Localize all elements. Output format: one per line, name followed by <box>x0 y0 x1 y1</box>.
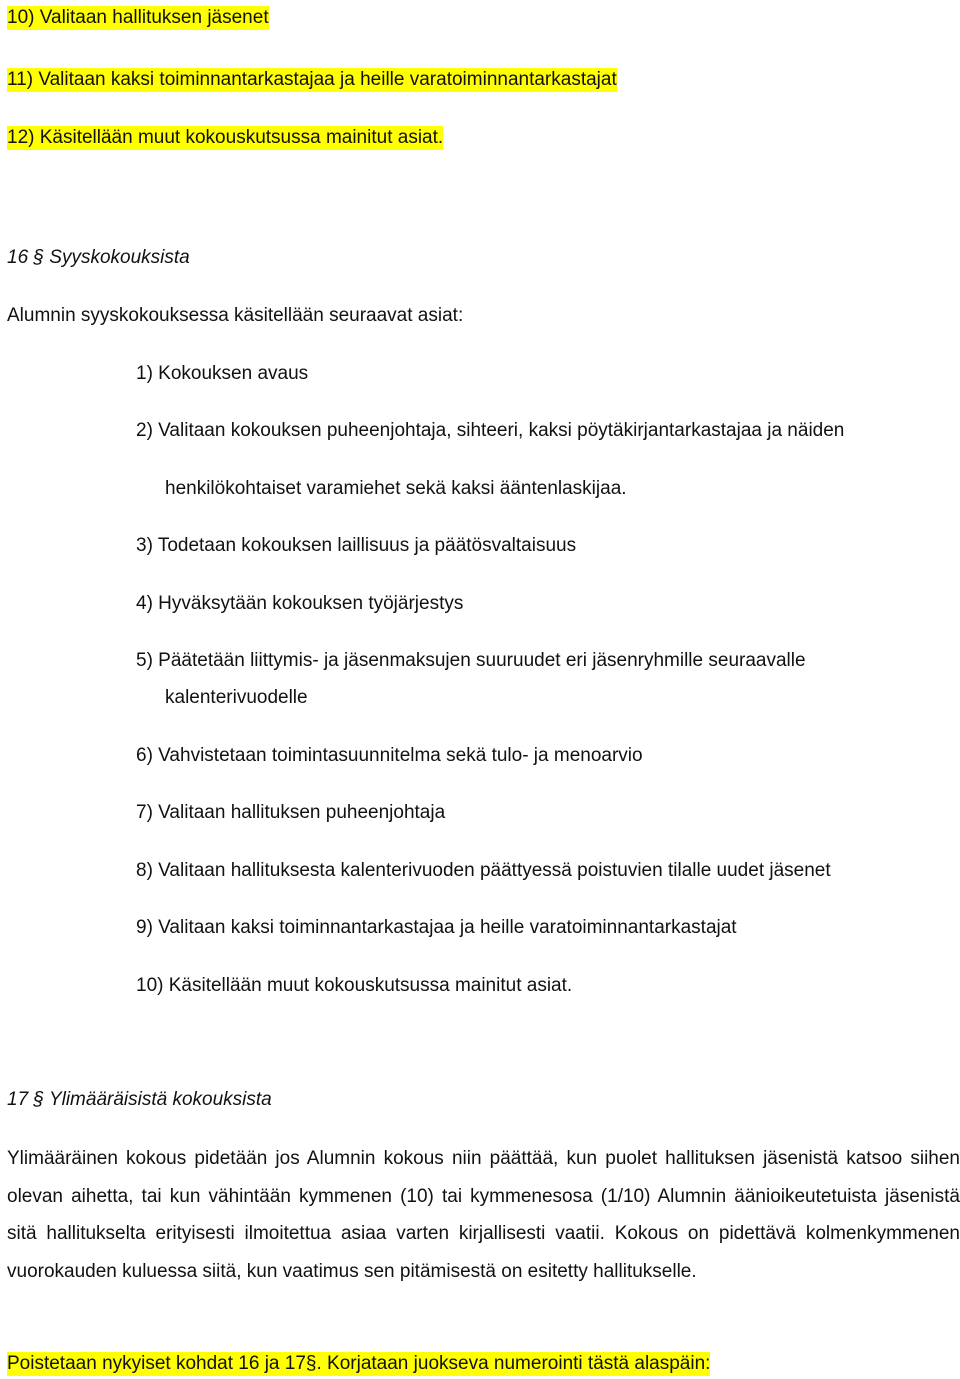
list-item: 4) Hyväksytään kokouksen työjärjestys <box>136 593 464 614</box>
section-symbol: § <box>33 247 44 268</box>
list-item: 6) Vahvistetaan toimintasuunnitelma sekä tulo- ja menoarvio <box>136 745 643 766</box>
section-symbol: § <box>33 1089 44 1110</box>
list-item: 9) Valitaan kaksi toiminnantarkastajaa ja heille varatoiminnantarkastajat <box>136 917 737 938</box>
section16-intro: Alumnin syyskokouksessa käsitellään seuraavat asiat: <box>7 305 464 326</box>
footer-note: Poistetaan nykyiset kohdat 16 ja 17§. Korjataan juokseva numerointi tästä alaspäin: <box>7 1353 711 1374</box>
section16-heading-title: Syyskokouksista <box>49 247 190 268</box>
list-item-continuation: kalenterivuodelle <box>165 687 308 708</box>
section17-paragraph: Ylimääräinen kokous pidetään jos Alumnin kokous niin päättää, kun puolet hallituksen jäsenistä katsoo siihen olevan aihetta, tai kun vähintään kymmenen (10) tai kymmenesosa (1/10) Alumnin äänioikeutetuista jäsenistä sitä hallitukselta erityisesti ilmoitettua asiaa varten kirjallisesti vaatii. Kokous on pidettävä kolmenkymmenen vuorokauden kuluessa siitä, kun vaatimus sen pitämisestä on esitetty hallitukselle. <box>7 1148 960 1282</box>
top-item-11: 11) Valitaan kaksi toiminnantarkastajaa ja heille varatoiminnantarkastajat <box>7 69 617 90</box>
section17-heading-title: Ylimääräisistä kokouksista <box>48 1089 272 1110</box>
list-item: 1) Kokouksen avaus <box>136 363 309 384</box>
top-item-12: 12) Käsitellään muut kokouskutsussa mainitut asiat. <box>7 127 444 148</box>
section16-heading-number: 16 <box>7 247 29 268</box>
list-item: 10) Käsitellään muut kokouskutsussa mainitut asiat. <box>136 975 573 996</box>
list-item: 7) Valitaan hallituksen puheenjohtaja <box>136 802 446 823</box>
section17-heading-number: 17 <box>7 1089 29 1110</box>
list-item: 5) Päätetään liittymis- ja jäsenmaksujen suuruudet eri jäsenryhmille seuraavalle <box>136 650 806 671</box>
section17-heading <box>7 1088 272 1112</box>
section16-heading <box>7 246 190 270</box>
list-item: 8) Valitaan hallituksesta kalenterivuoden päättyessä poistuvien tilalle uudet jäsenet <box>136 860 831 881</box>
list-item-continuation: henkilökohtaiset varamiehet sekä kaksi ääntenlaskijaa. <box>165 478 627 499</box>
list-item: 3) Todetaan kokouksen laillisuus ja päätösvaltaisuus <box>136 535 577 556</box>
list-item: 2) Valitaan kokouksen puheenjohtaja, sihteeri, kaksi pöytäkirjantarkastajaa ja näiden <box>136 420 845 441</box>
top-item-10: 10) Valitaan hallituksen jäsenet <box>7 7 269 28</box>
